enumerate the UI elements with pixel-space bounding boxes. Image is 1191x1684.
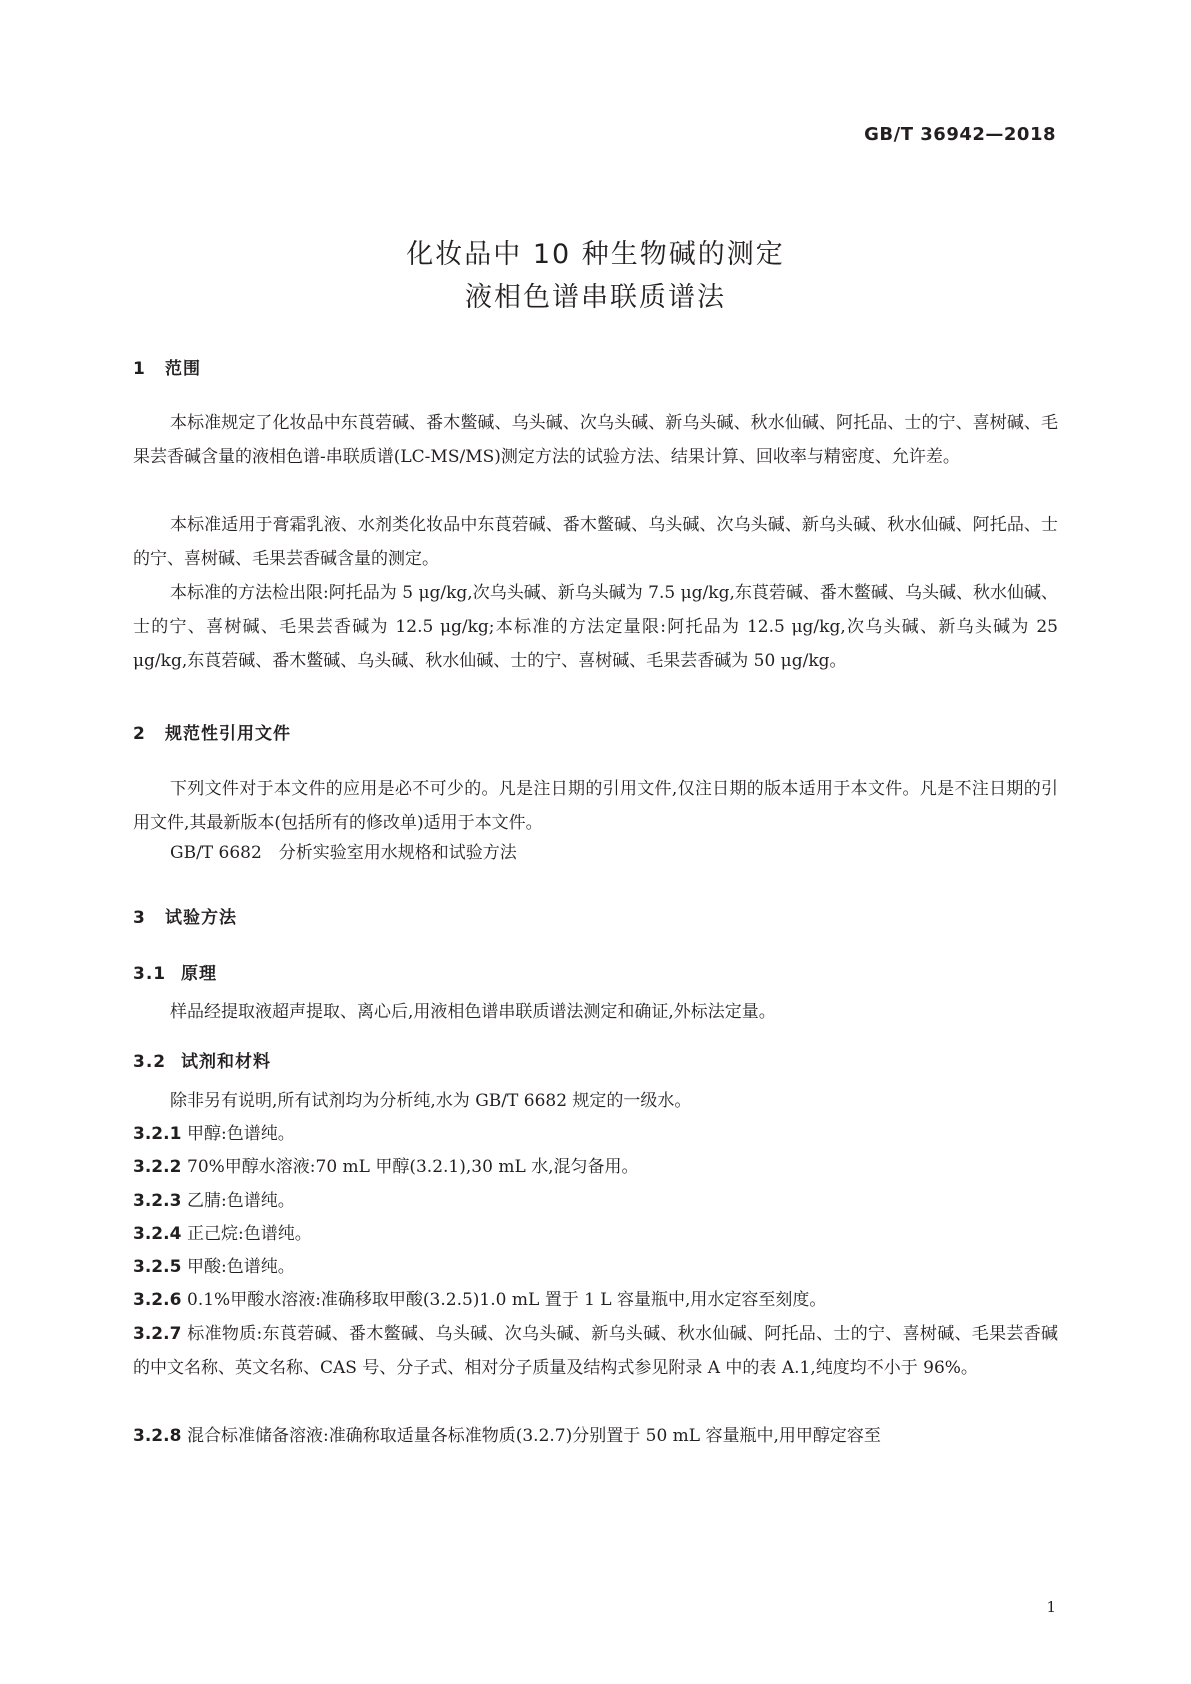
list-item — [133, 1217, 1058, 1251]
list-item — [133, 1317, 1058, 1385]
item-text: 0.1%甲酸水溶液:准确移取甲酸(3.2.5)1.0 mL 置于 1 L 容量瓶中,用水定容至刻度。 — [187, 1290, 827, 1310]
section-number: 3.2 — [133, 1052, 167, 1072]
section-1-heading — [133, 354, 201, 379]
item-number: 3.2.6 — [133, 1290, 182, 1310]
list-item — [133, 1150, 1058, 1184]
section-number: 3 — [133, 908, 146, 928]
item-text: 正己烷:色谱纯。 — [187, 1224, 312, 1244]
section-2-heading — [133, 719, 291, 744]
section-1-paragraph-3: 本标准的方法检出限:阿托品为 5 μg/kg,次乌头碱、新乌头碱为 7.5 μg/kg,东莨菪碱、番木鳖碱、乌头碱、秋水仙碱、士的宁、喜树碱、毛果芸香碱为 12.5 μg/kg;本标准的方法定量限:阿托品为 12.5 μg/kg,次乌头碱、新乌头碱为 25 μg/kg,东莨菪碱、番木鳖碱、乌头碱、秋水仙碱、士的宁、喜树碱、毛果芸香碱为 50 μg/kg。 — [133, 583, 1058, 671]
item-number: 3.2.7 — [133, 1324, 182, 1344]
item-text: 混合标准储备溶液:准确称取适量各标准物质(3.2.7)分别置于 50 mL 容量瓶中,用甲醇定容至 — [187, 1426, 881, 1446]
list-item — [133, 1184, 1058, 1218]
section-title: 试验方法 — [165, 908, 237, 928]
item-number: 3.2.2 — [133, 1157, 182, 1177]
section-number: 1 — [133, 359, 146, 379]
section-3-heading — [133, 903, 237, 928]
item-number: 3.2.4 — [133, 1224, 182, 1244]
section-number: 3.1 — [133, 964, 167, 984]
section-3-1-paragraph: 样品经提取液超声提取、离心后,用液相色谱串联质谱法测定和确证,外标法定量。 — [170, 1002, 776, 1022]
item-number: 3.2.3 — [133, 1191, 182, 1211]
section-title: 范围 — [165, 359, 201, 379]
item-text: 乙腈:色谱纯。 — [187, 1191, 295, 1211]
document-title-line1: 化妆品中 10 种生物碱的测定 — [406, 239, 785, 270]
item-text: 甲醇:色谱纯。 — [187, 1124, 295, 1144]
section-3-2-heading — [133, 1047, 271, 1072]
item-number: 3.2.1 — [133, 1124, 182, 1144]
section-1-paragraph-1: 本标准规定了化妆品中东莨菪碱、番木鳖碱、乌头碱、次乌头碱、新乌头碱、秋水仙碱、阿托品、士的宁、喜树碱、毛果芸香碱含量的液相色谱-串联质谱(LC-MS/MS)测定方法的试验方法、结果计算、回收率与精密度、允许差。 — [133, 413, 1058, 467]
section-title: 原理 — [181, 964, 217, 984]
list-item — [133, 1283, 1058, 1317]
item-number: 3.2.8 — [133, 1426, 182, 1446]
section-2-paragraph-1: 下列文件对于本文件的应用是必不可少的。凡是注日期的引用文件,仅注日期的版本适用于本文件。凡是不注日期的引用文件,其最新版本(包括所有的修改单)适用于本文件。 — [133, 779, 1058, 833]
section-title: 试剂和材料 — [181, 1052, 271, 1072]
list-item — [133, 1117, 1058, 1151]
document-title-line2: 液相色谱串联质谱法 — [465, 282, 726, 313]
section-3-1-heading — [133, 959, 217, 984]
section-number: 2 — [133, 724, 146, 744]
normative-reference: GB/T 6682 分析实验室用水规格和试验方法 — [170, 843, 517, 863]
item-text: 标准物质:东莨菪碱、番木鳖碱、乌头碱、次乌头碱、新乌头碱、秋水仙碱、阿托品、士的宁、喜树碱、毛果芸香碱的中文名称、英文名称、CAS 号、分子式、相对分子质量及结构式参见附录 A 中的表 A.1,纯度均不小于 96%。 — [133, 1324, 1058, 1378]
section-3-2-intro: 除非另有说明,所有试剂均为分析纯,水为 GB/T 6682 规定的一级水。 — [170, 1091, 692, 1111]
list-item — [133, 1419, 1058, 1453]
page-number: 1 — [1046, 1598, 1056, 1616]
standard-number: GB/T 36942—2018 — [864, 124, 1056, 145]
item-number: 3.2.5 — [133, 1257, 182, 1277]
section-title: 规范性引用文件 — [165, 724, 291, 744]
item-text: 70%甲醇水溶液:70 mL 甲醇(3.2.1),30 mL 水,混匀备用。 — [187, 1157, 639, 1177]
section-1-paragraph-2: 本标准适用于膏霜乳液、水剂类化妆品中东莨菪碱、番木鳖碱、乌头碱、次乌头碱、新乌头碱、秋水仙碱、阿托品、士的宁、喜树碱、毛果芸香碱含量的测定。 — [133, 515, 1058, 569]
item-text: 甲酸:色谱纯。 — [187, 1257, 295, 1277]
list-item — [133, 1250, 1058, 1284]
